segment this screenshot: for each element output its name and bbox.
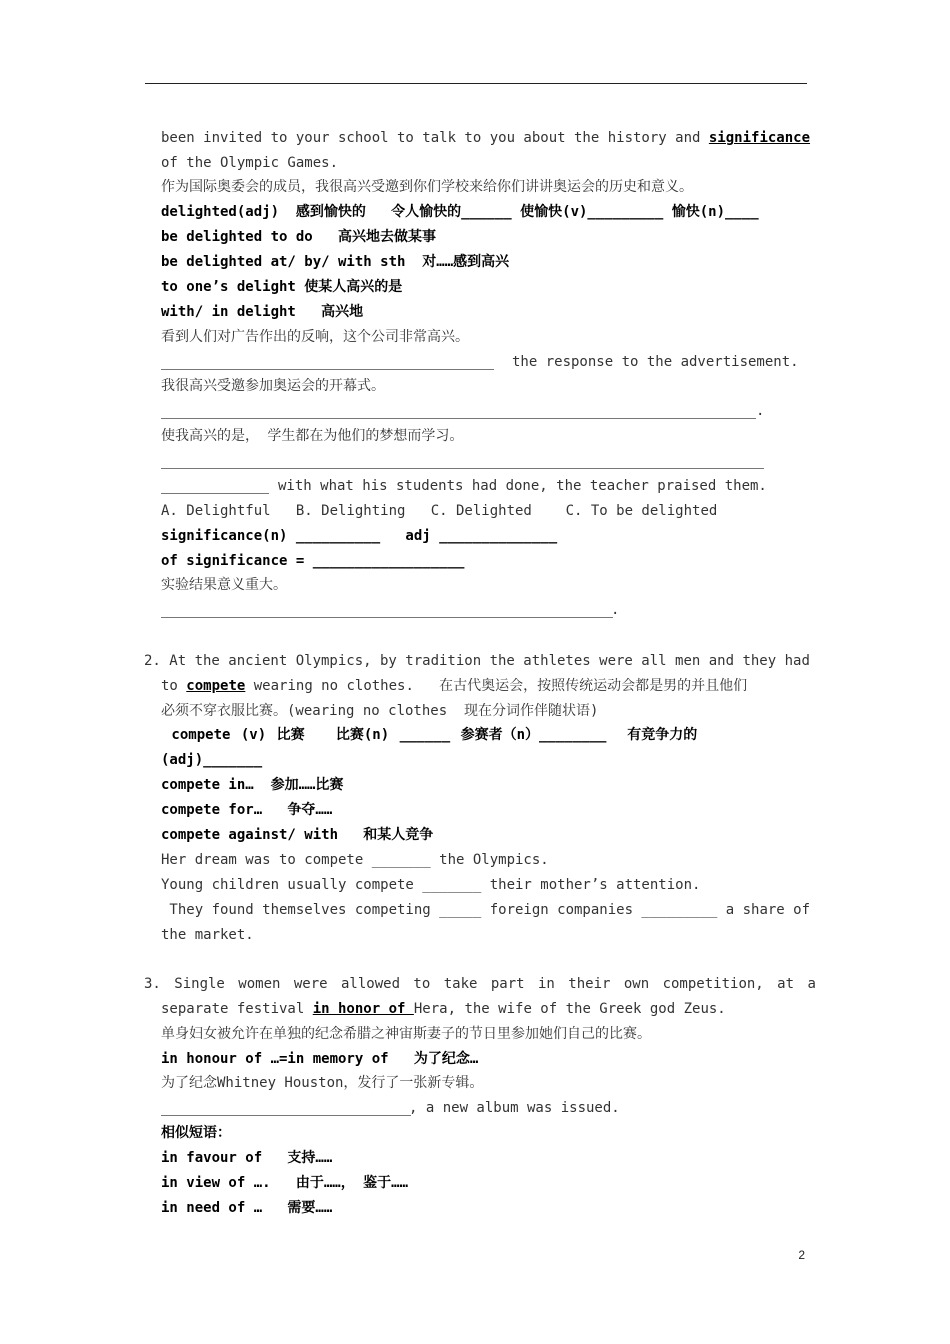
sentence-line: 2. At the ancient Olympics, by tradition the athletes were all men and they had <box>144 653 810 669</box>
exercise-text: . <box>756 403 765 419</box>
answer-blank[interactable] <box>161 468 764 469</box>
vocab-line: be delighted to do 高兴地去做某事 <box>161 229 437 245</box>
exercise-line: the market. <box>161 927 254 943</box>
exercise-line: Her dream was to compete _______ the Olympics. <box>161 852 549 868</box>
vocab-line: significance(n) __________ adj ______________ <box>161 528 558 544</box>
vocab-line: in favour of 支持…… <box>161 1150 333 1166</box>
vocab-line: (adj)_______ <box>161 752 263 768</box>
vocab-line: delighted(adj) 感到愉快的 令人愉快的______ 使愉快(v)_________ 愉快(n)____ <box>161 204 759 220</box>
sentence-line: 3. Single women were allowed to take part in their own competition, at a <box>144 976 816 992</box>
sentence-line: to compete wearing no clothes. 在古代奥运会，按照传统运动会都是男的并且他们 <box>161 678 748 694</box>
sentence-line: been invited to your school to talk to you about the history and significance <box>161 130 811 146</box>
exercise-text: . <box>611 602 620 618</box>
answer-blank[interactable] <box>161 1115 411 1116</box>
vocab-line: compete against/ with 和某人竞争 <box>161 827 434 843</box>
keyword-significance: significance <box>708 130 811 146</box>
answer-blank[interactable] <box>161 369 494 370</box>
sentence-line: separate festival in honor of Hera, the wife of the Greek god Zeus. <box>161 1001 726 1017</box>
vocab-line: be delighted at/ by/ with sth 对……感到高兴 <box>161 254 510 270</box>
vocab-line: compete in… 参加……比赛 <box>161 777 344 793</box>
chinese-translation: 作为国际奥委会的成员，我很高兴受邀到你们学校来给你们讲讲奥运会的历史和意义。 <box>161 179 693 195</box>
exercise-prompt: 为了纪念Whitney Houston，发行了一张新专辑。 <box>161 1075 484 1091</box>
exercise-prompt: 使我高兴的是， 学生都在为他们的梦想而学习。 <box>161 428 464 444</box>
exercise-text: , a new album was issued. <box>409 1100 620 1116</box>
exercise-line: Young children usually compete _______ their mother’s attention. <box>161 877 701 893</box>
page-number: 2 <box>798 1248 805 1262</box>
vocab-line: in honour of …=in memory of 为了纪念… <box>161 1051 479 1067</box>
keyword-in-honor-of: in honor of <box>312 1001 414 1017</box>
vocab-line: compete (v) 比赛 比赛(n) ______ 参赛者（n）________ 有竞争力的 <box>161 727 698 743</box>
exercise-prompt: 实验结果意义重大。 <box>161 577 287 593</box>
exercise-text: with what his students had done, the teacher praised them. <box>278 478 767 494</box>
vocab-line: in need of … 需要…… <box>161 1200 333 1216</box>
vocab-line: to one’s delight 使某人高兴的是 <box>161 279 403 295</box>
chinese-translation: 必须不穿衣服比赛。(wearing no clothes 现在分词作伴随状语) <box>161 703 599 719</box>
exercise-line: They found themselves competing _____ foreign companies _________ a share of <box>161 902 811 918</box>
vocab-line: in view of …. 由于……， 鉴于…… <box>161 1175 409 1191</box>
keyword-compete: compete <box>186 678 246 694</box>
sentence-line: of the Olympic Games. <box>161 155 339 171</box>
answer-blank[interactable] <box>161 493 269 494</box>
answer-blank[interactable] <box>161 418 756 419</box>
vocab-line: compete for… 争夺…… <box>161 802 333 818</box>
answer-blank[interactable] <box>161 617 613 618</box>
exercise-prompt: 看到人们对广告作出的反响，这个公司非常高兴。 <box>161 329 469 345</box>
options-line: A. Delightful B. Delighting C. Delighted C. To be delighted <box>161 503 718 519</box>
vocab-line: of significance = __________________ <box>161 553 465 569</box>
subheading: 相似短语： <box>161 1125 231 1141</box>
chinese-translation: 单身妇女被允许在单独的纪念希腊之神宙斯妻子的节日里参加她们自己的比赛。 <box>161 1026 651 1042</box>
header-rule <box>145 83 807 84</box>
exercise-prompt: 我很高兴受邀参加奥运会的开幕式。 <box>161 378 385 394</box>
exercise-text: the response to the advertisement. <box>512 354 799 370</box>
vocab-line: with/ in delight 高兴地 <box>161 304 364 320</box>
